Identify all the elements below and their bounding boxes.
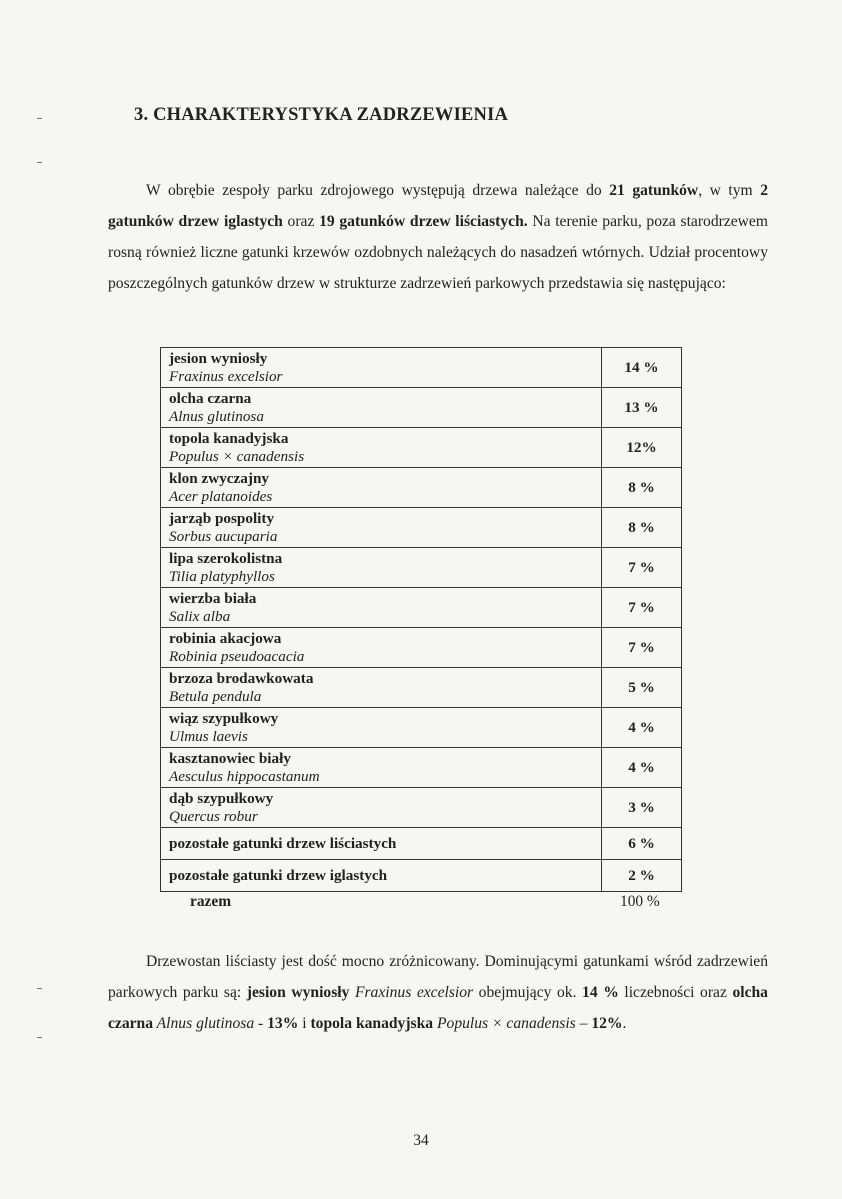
species-latin-name: Robinia pseudoacacia [169, 647, 305, 665]
species-name: pozostałe gatunki drzew liściastych [169, 834, 397, 852]
species-cell [161, 348, 602, 388]
species-latin-name: Aesculus hippocastanum [169, 767, 320, 785]
species-percent: 13 % [602, 388, 682, 428]
table-row [161, 668, 682, 708]
species-latin-name: Ulmus laevis [169, 727, 248, 745]
species-percent: 8 % [602, 468, 682, 508]
species-percent: 7 % [602, 588, 682, 628]
species-percent: 6 % [602, 828, 682, 860]
species-name: brzoza brodawkowata [169, 669, 314, 687]
margin-mark [37, 118, 42, 119]
table-row [161, 788, 682, 828]
species-percent: 14 % [602, 348, 682, 388]
species-latin-name: Betula pendula [169, 687, 262, 705]
total-value: 100 % [620, 893, 660, 910]
species-percent: 3 % [602, 788, 682, 828]
species-latin-name: Alnus glutinosa [169, 407, 264, 425]
margin-mark [37, 988, 42, 989]
species-percent: 7 % [602, 628, 682, 668]
species-percent: 4 % [602, 748, 682, 788]
species-latin-name: Fraxinus excelsior [169, 367, 283, 385]
species-latin-name: Quercus robur [169, 807, 258, 825]
species-cell [161, 508, 602, 548]
table-row [161, 388, 682, 428]
species-percent: 4 % [602, 708, 682, 748]
species-name: kasztanowiec biały [169, 749, 291, 767]
species-percent: 2 % [602, 860, 682, 892]
species-cell [161, 428, 602, 468]
species-cell [161, 628, 602, 668]
table-row [161, 468, 682, 508]
species-latin-name: Salix alba [169, 607, 231, 625]
margin-mark [37, 1037, 42, 1038]
table-row [161, 748, 682, 788]
species-name: lipa szerokolistna [169, 549, 283, 567]
table-row [161, 508, 682, 548]
species-cell [161, 788, 602, 828]
species-latin-name: Acer platanoides [169, 487, 273, 505]
section-heading: 3. CHARAKTERYSTYKA ZADRZEWIENIA [134, 105, 509, 125]
species-cell [161, 708, 602, 748]
species-cell [161, 668, 602, 708]
species-cell [161, 588, 602, 628]
table-row [161, 828, 682, 860]
species-name: jesion wyniosły [169, 349, 268, 367]
species-percent: 12% [602, 428, 682, 468]
table-row [161, 860, 682, 892]
intro-paragraph: W obrębie zespoły parku zdrojowego występują drzewa należące do 21 gatunków, w tym 2 gatunków drzew iglastych oraz 19 gatunków drzew liściastych. Na terenie parku, poza starodrzewem rosną również liczne gatunki krzewów ozdobnych należących do nasadzeń wtórnych. Udział procentowy poszczególnych gatunków drzew w strukturze zadrzewień parkowych przedstawia się następująco: [108, 182, 768, 292]
species-name: robinia akacjowa [169, 629, 282, 647]
species-percent: 7 % [602, 548, 682, 588]
table-row [161, 708, 682, 748]
summary-paragraph: Drzewostan liściasty jest dość mocno zróżnicowany. Dominującymi gatunkami wśród zadrzewień parkowych parku są: jesion wyniosły Fraxinus excelsior obejmujący ok. 14 % liczebności oraz olcha czarna Alnus glutinosa - 13% i topola kanadyjska Populus × canadensis – 12%. [108, 953, 768, 1032]
species-name: topola kanadyjska [169, 429, 289, 447]
species-name: wierzba biała [169, 589, 257, 607]
species-percent: 5 % [602, 668, 682, 708]
table-row [161, 428, 682, 468]
table-row [161, 548, 682, 588]
table-row [161, 588, 682, 628]
species-name: pozostałe gatunki drzew iglastych [169, 866, 388, 884]
species-latin-name: Sorbus aucuparia [169, 527, 278, 545]
species-name: jarząb pospolity [169, 509, 275, 527]
species-name: klon zwyczajny [169, 469, 269, 487]
species-cell [161, 468, 602, 508]
species-name: dąb szypułkowy [169, 789, 274, 807]
species-cell [161, 388, 602, 428]
species-cell [161, 828, 602, 860]
species-latin-name: Tilia platyphyllos [169, 567, 275, 585]
species-cell [161, 548, 602, 588]
species-table [160, 347, 682, 892]
table-row [161, 348, 682, 388]
species-percent: 8 % [602, 508, 682, 548]
page-number: 34 [413, 1132, 429, 1149]
species-name: wiąz szypułkowy [169, 709, 279, 727]
species-name: olcha czarna [169, 389, 252, 407]
table-row [161, 628, 682, 668]
species-cell [161, 860, 602, 892]
species-cell [161, 748, 602, 788]
total-label: razem [190, 893, 232, 910]
species-latin-name: Populus × canadensis [169, 447, 305, 465]
margin-mark [37, 162, 42, 163]
